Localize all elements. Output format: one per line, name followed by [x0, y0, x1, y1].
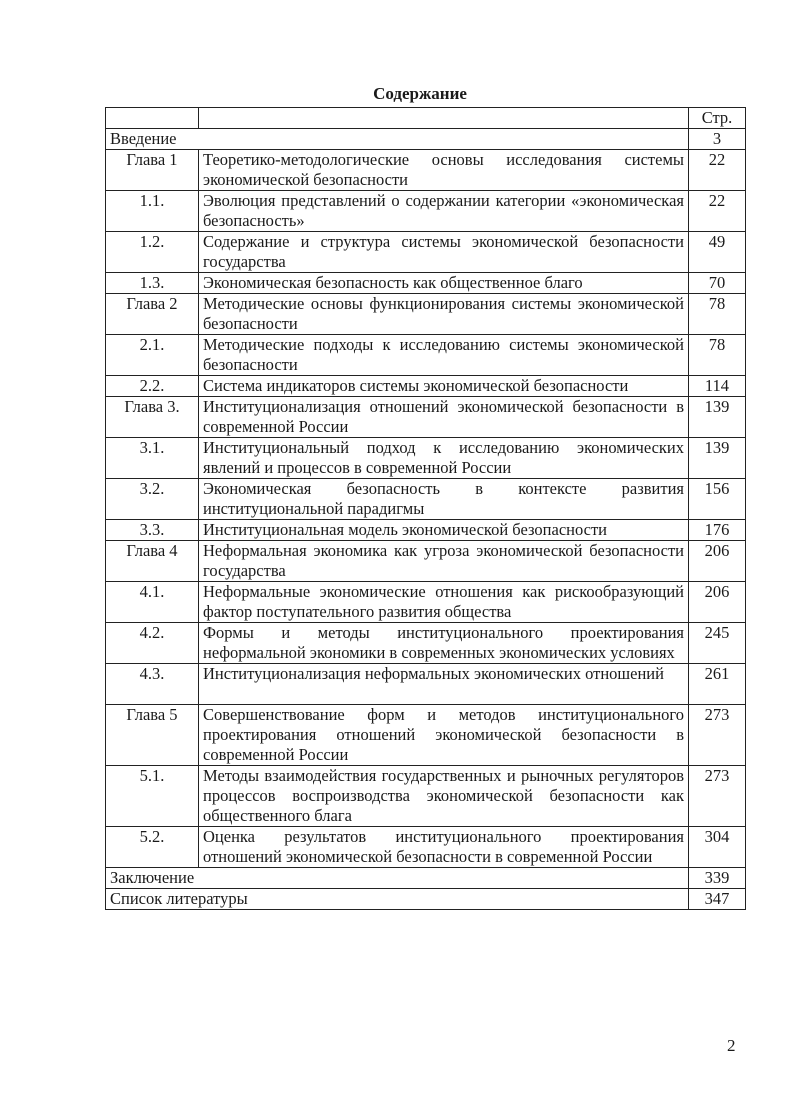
row-title: Формы и методы институционального проектирования неформальной экономики в современных экономических условиях	[199, 623, 689, 664]
row-title: Заключение	[106, 868, 689, 889]
row-page: 78	[689, 294, 746, 335]
row-page: 273	[689, 766, 746, 827]
table-header-row	[106, 108, 746, 129]
row-title: Методы взаимодействия государственных и рыночных регуляторов процессов воспроизводства экономической безопасности как общественного блага	[199, 766, 689, 827]
row-page: 176	[689, 520, 746, 541]
row-page: 347	[689, 889, 746, 910]
row-number: 3.3.	[106, 520, 199, 541]
row-page: 206	[689, 541, 746, 582]
row-page: 273	[689, 705, 746, 766]
row-page: 22	[689, 191, 746, 232]
row-number: 5.2.	[106, 827, 199, 868]
row-number: 1.3.	[106, 273, 199, 294]
row-title: Содержание и структура системы экономической безопасности государства	[199, 232, 689, 273]
table-row	[106, 150, 746, 191]
row-page: 139	[689, 397, 746, 438]
table-row	[106, 582, 746, 623]
row-title: Неформальные экономические отношения как рискообразующий фактор поступательного развития общества	[199, 582, 689, 623]
row-number: Глава 5	[106, 705, 199, 766]
row-title: Система индикаторов системы экономической безопасности	[199, 376, 689, 397]
page-title: Содержание	[373, 84, 467, 103]
row-page: 206	[689, 582, 746, 623]
table-row	[106, 335, 746, 376]
row-number: 4.3.	[106, 664, 199, 705]
row-title: Неформальная экономика как угроза экономической безопасности государства	[199, 541, 689, 582]
row-page: 78	[689, 335, 746, 376]
row-page: 22	[689, 150, 746, 191]
row-number: 2.1.	[106, 335, 199, 376]
row-number: 4.2.	[106, 623, 199, 664]
row-title: Методические основы функционирования системы экономической безопасности	[199, 294, 689, 335]
row-title: Эволюция представлений о содержании категории «экономическая безопасность»	[199, 191, 689, 232]
row-page: 261	[689, 664, 746, 705]
row-page: 49	[689, 232, 746, 273]
row-number: 1.2.	[106, 232, 199, 273]
table-row	[106, 623, 746, 664]
row-number: Глава 1	[106, 150, 199, 191]
row-page: 339	[689, 868, 746, 889]
row-number: 1.1.	[106, 191, 199, 232]
row-page: 70	[689, 273, 746, 294]
contents-table	[105, 107, 746, 910]
page-number: 2	[727, 1036, 736, 1055]
row-number: Глава 4	[106, 541, 199, 582]
table-row	[106, 541, 746, 582]
row-title: Методические подходы к исследованию системы экономической безопасности	[199, 335, 689, 376]
table-row	[106, 273, 746, 294]
table-row	[106, 664, 746, 705]
row-page: 156	[689, 479, 746, 520]
row-title: Институциональный подход к исследованию экономических явлений и процессов в современной России	[199, 438, 689, 479]
table-row	[106, 438, 746, 479]
table-row	[106, 232, 746, 273]
row-page: 3	[689, 129, 746, 150]
row-title: Экономическая безопасность в контексте развития институциональной парадигмы	[199, 479, 689, 520]
table-row	[106, 397, 746, 438]
row-title: Список литературы	[106, 889, 689, 910]
row-title: Экономическая безопасность как общественное благо	[199, 273, 689, 294]
row-page: 139	[689, 438, 746, 479]
header-empty-cell	[106, 108, 199, 129]
table-row	[106, 766, 746, 827]
row-number: 4.1.	[106, 582, 199, 623]
header-page-label: Стр.	[689, 108, 746, 129]
table-row	[106, 889, 746, 910]
table-row	[106, 520, 746, 541]
table-row	[106, 129, 746, 150]
row-page: 245	[689, 623, 746, 664]
row-number: Глава 2	[106, 294, 199, 335]
row-page: 304	[689, 827, 746, 868]
row-number: 2.2.	[106, 376, 199, 397]
row-title: Совершенствование форм и методов институционального проектирования отношений экономической безопасности в современной России	[199, 705, 689, 766]
row-title: Институциональная модель экономической безопасности	[199, 520, 689, 541]
table-row	[106, 376, 746, 397]
row-number: 5.1.	[106, 766, 199, 827]
table-row	[106, 827, 746, 868]
header-empty-cell	[199, 108, 689, 129]
row-title: Теоретико-методологические основы исследования системы экономической безопасности	[199, 150, 689, 191]
table-row	[106, 868, 746, 889]
row-title: Институционализация неформальных экономических отношений	[199, 664, 689, 705]
row-title: Введение	[106, 129, 689, 150]
row-number: 3.1.	[106, 438, 199, 479]
table-row	[106, 705, 746, 766]
row-number: 3.2.	[106, 479, 199, 520]
table-row	[106, 479, 746, 520]
table-row	[106, 294, 746, 335]
row-number: Глава 3.	[106, 397, 199, 438]
table-row	[106, 191, 746, 232]
row-page: 114	[689, 376, 746, 397]
row-title: Оценка результатов институционального проектирования отношений экономической безопасности в современной России	[199, 827, 689, 868]
row-title: Институционализация отношений экономической безопасности в современной России	[199, 397, 689, 438]
